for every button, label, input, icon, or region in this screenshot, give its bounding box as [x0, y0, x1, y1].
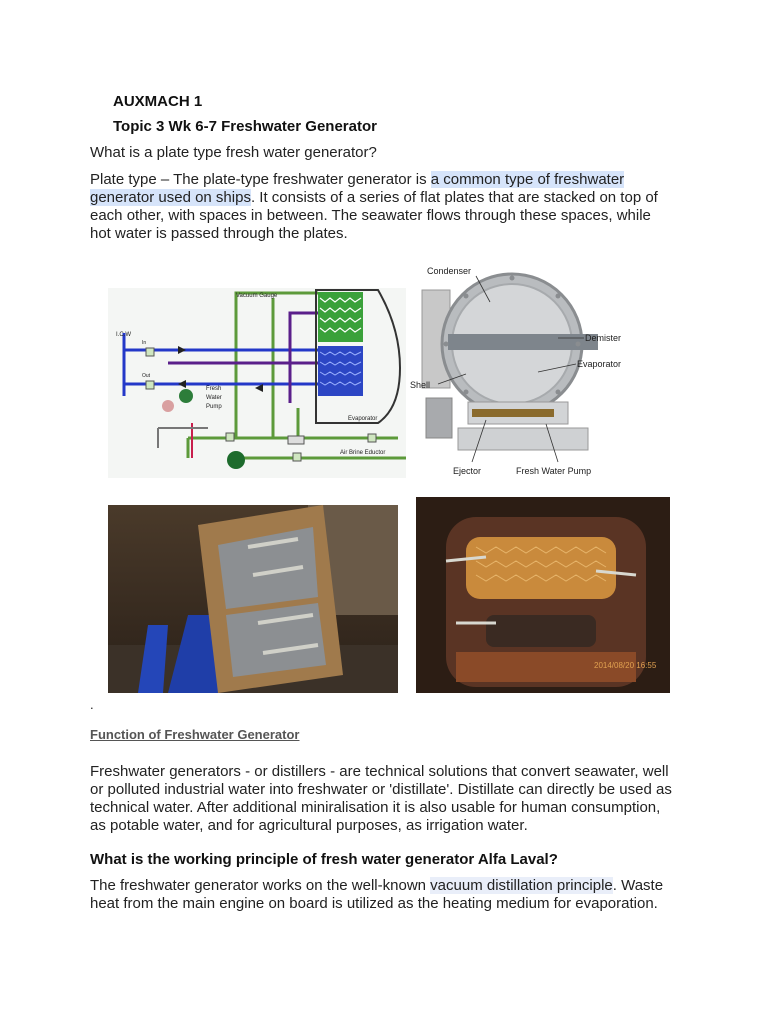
stray-dot: . [90, 697, 94, 712]
cutaway-illustration [408, 262, 630, 480]
label-water: Water [206, 395, 222, 401]
label-pump: Pump [206, 404, 222, 410]
label-in: In [142, 340, 147, 346]
label-condenser: Condenser [427, 266, 472, 276]
label-demister: Demister [585, 333, 622, 343]
label-evaporator: Evaporator [577, 359, 622, 369]
schematic-diagram [108, 288, 406, 478]
label-vacuum-gauge: Vacuum Gauge [236, 293, 278, 299]
function-paragraph: Freshwater generators - or distillers - are technical solutions that convert seawater, well or polluted industrial water into freshwater or 'distillate'. Distillate can directly be used as technical water. After additional miniralisation it is also usable for human consumption, as potable water, and for agricultural purposes, as irrigation water. [90, 763, 672, 834]
function-heading: Function of Freshwater Generator [90, 727, 300, 742]
label-shell: Shell [410, 380, 431, 390]
label-fresh-water-pump: Fresh Water Pump [516, 466, 592, 476]
label-out: Out [142, 373, 151, 379]
label-fresh: Fresh [206, 386, 222, 392]
highlight-vacuum-distillation: vacuum distillation principle [430, 877, 613, 894]
photo-plate-stack [108, 505, 398, 693]
question-working-principle: What is the working principle of fresh water generator Alfa Laval? [90, 851, 558, 868]
label-ejector: Ejector [453, 466, 482, 476]
highlight-used-on-ships: generator used on ships [90, 189, 251, 206]
question-plate-type: What is a plate type fresh water generator? [90, 144, 377, 161]
photo-timestamp: 2014/08/20 16:55 [594, 661, 657, 670]
highlight-common-type: a common type of freshwater [430, 171, 625, 188]
topic-title: Topic 3 Wk 6-7 Freshwater Generator [113, 118, 377, 135]
label-evaporator-schematic: Evaporator [348, 416, 378, 422]
course-code: AUXMACH 1 [113, 93, 203, 110]
photo-plate-closeup [416, 497, 670, 693]
label-air-brine-eductor: Air Brine Eductor [340, 450, 386, 456]
principle-paragraph: The freshwater generator works on the well-known vacuum distillation principle. Waste heat from the main engine on board is utilized as the heating medium for evaporation. [90, 877, 664, 912]
label-icw: I.C.W [116, 332, 131, 338]
plate-type-paragraph: Plate type – The plate-type freshwater generator is a common type of freshwater generator used on ships. It consists of a series of flat plates that are stacked on top of each other, with spaces in between. The seawater flows through these spaces, while hot water is passed through the plates. [90, 171, 658, 242]
